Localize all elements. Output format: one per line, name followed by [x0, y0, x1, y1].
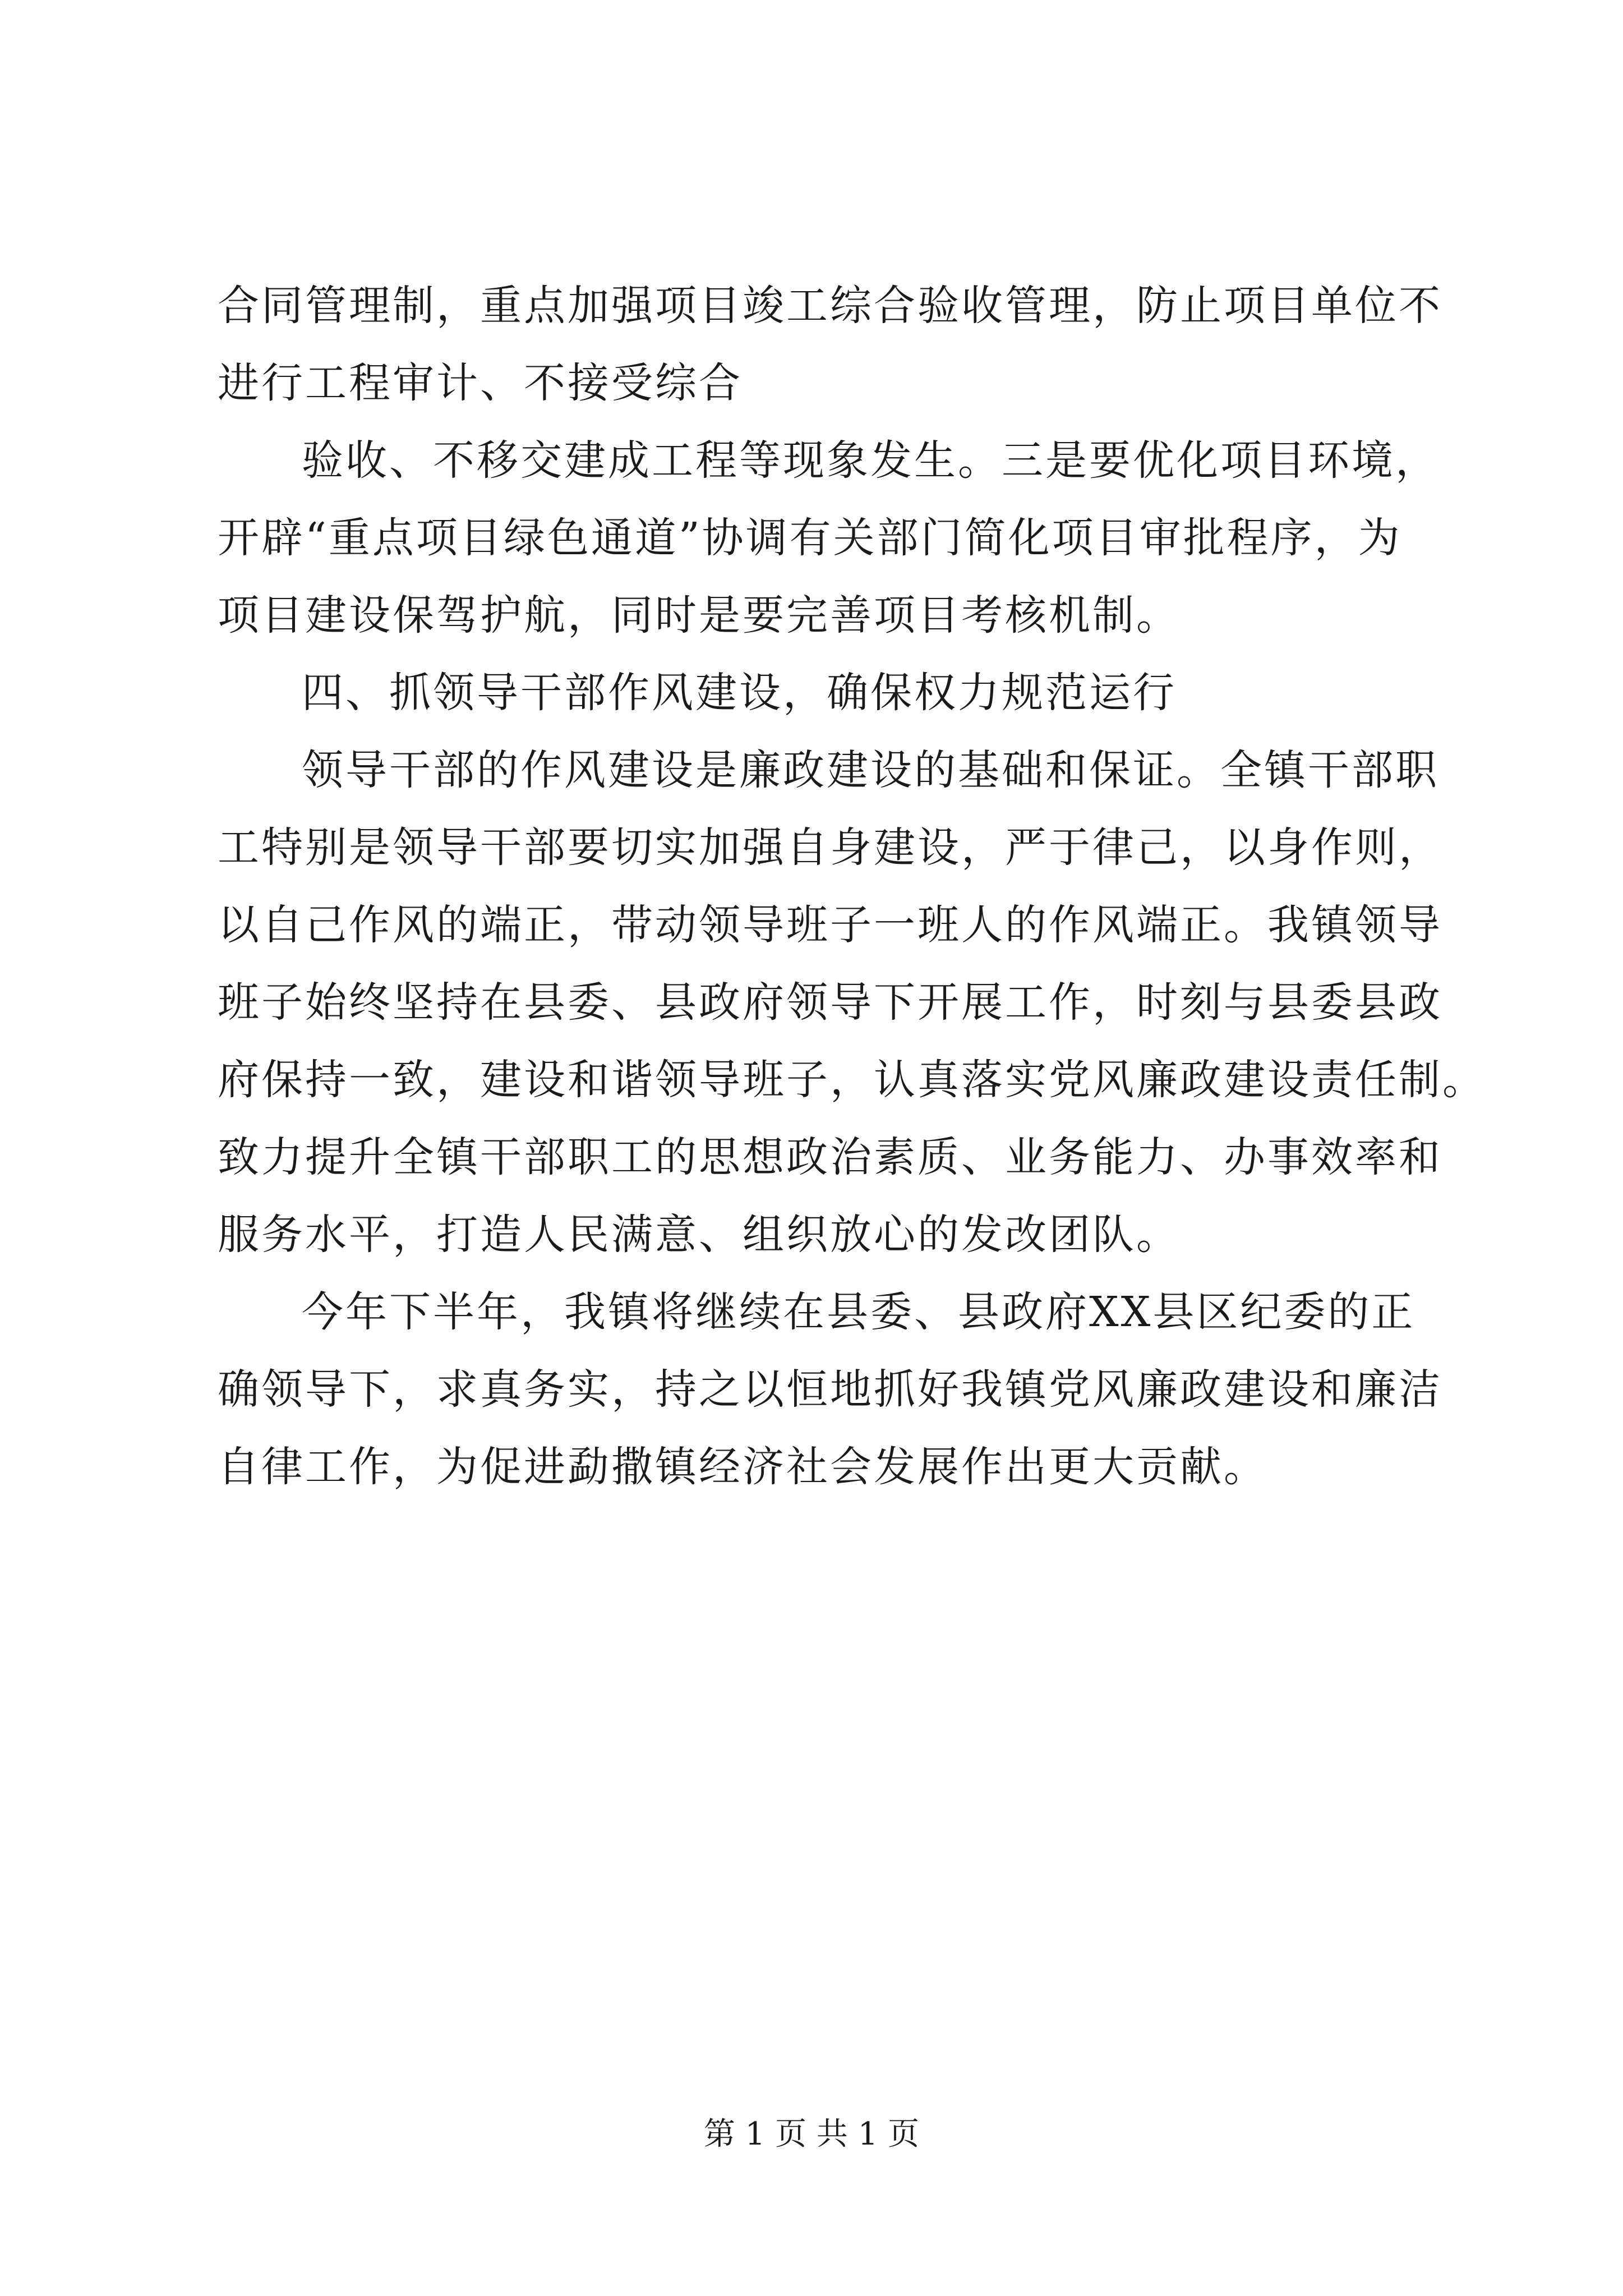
paragraph-line: 以自己作风的端正，带动领导班子一班人的作风端正。我镇领导 [218, 901, 1442, 949]
paragraph-line: 府保持一致，建设和谐领导班子，认真落实党风廉政建设责任制。 [218, 1056, 1486, 1104]
paragraph-line: 班子始终坚持在县委、县政府领导下开展工作，时刻与县委县政 [218, 978, 1442, 1027]
paragraph-4 [218, 1273, 1442, 1506]
paragraph-line: 验收、不移交建成工程等现象发生。三是要优化项目环境， [302, 436, 1439, 485]
paragraph-line: 工特别是领导干部要切实加强自身建设，严于律己，以身作则， [218, 823, 1442, 872]
paragraph-line: 合同管理制，重点加强项目竣工综合验收管理，防止项目单位不 [218, 282, 1442, 330]
paragraph-line: 今年下半年，我镇将继续在县委、县政府XX县区纪委的正 [302, 1288, 1415, 1336]
document-body [218, 267, 1486, 1506]
paragraph-line: 领导干部的作风建设是廉政建设的基础和保证。全镇干部职 [302, 746, 1439, 794]
section-heading [218, 654, 1412, 731]
paragraph-line: 确领导下，求真务实，持之以恒地抓好我镇党风廉政建设和廉洁 [218, 1365, 1442, 1414]
paragraph-line: 进行工程审计、不接受综合 [218, 359, 743, 407]
paragraph-line: 自律工作，为促进勐撒镇经济社会发展作出更大贡献。 [218, 1443, 1267, 1491]
paragraph-2 [218, 422, 1439, 654]
section-heading-text: 四、抓领导干部作风建设，确保权力规范运行 [302, 669, 1177, 717]
page-footer [0, 2115, 1623, 2154]
paragraph-1 [218, 267, 1442, 422]
page-number: 第 1 页 共 1 页 [703, 2116, 920, 2152]
paragraph-line: 致力提升全镇干部职工的思想政治素质、业务能力、办事效率和 [218, 1133, 1442, 1181]
paragraph-line: 服务水平，打造人民满意、组织放心的发改团队。 [218, 1211, 1180, 1259]
paragraph-line: 项目建设保驾护航，同时是要完善项目考核机制。 [218, 591, 1180, 639]
paragraph-line: 开辟“重点项目绿色通道”协调有关部门简化项目审批程序，为 [218, 514, 1402, 562]
paragraph-3 [218, 731, 1486, 1273]
